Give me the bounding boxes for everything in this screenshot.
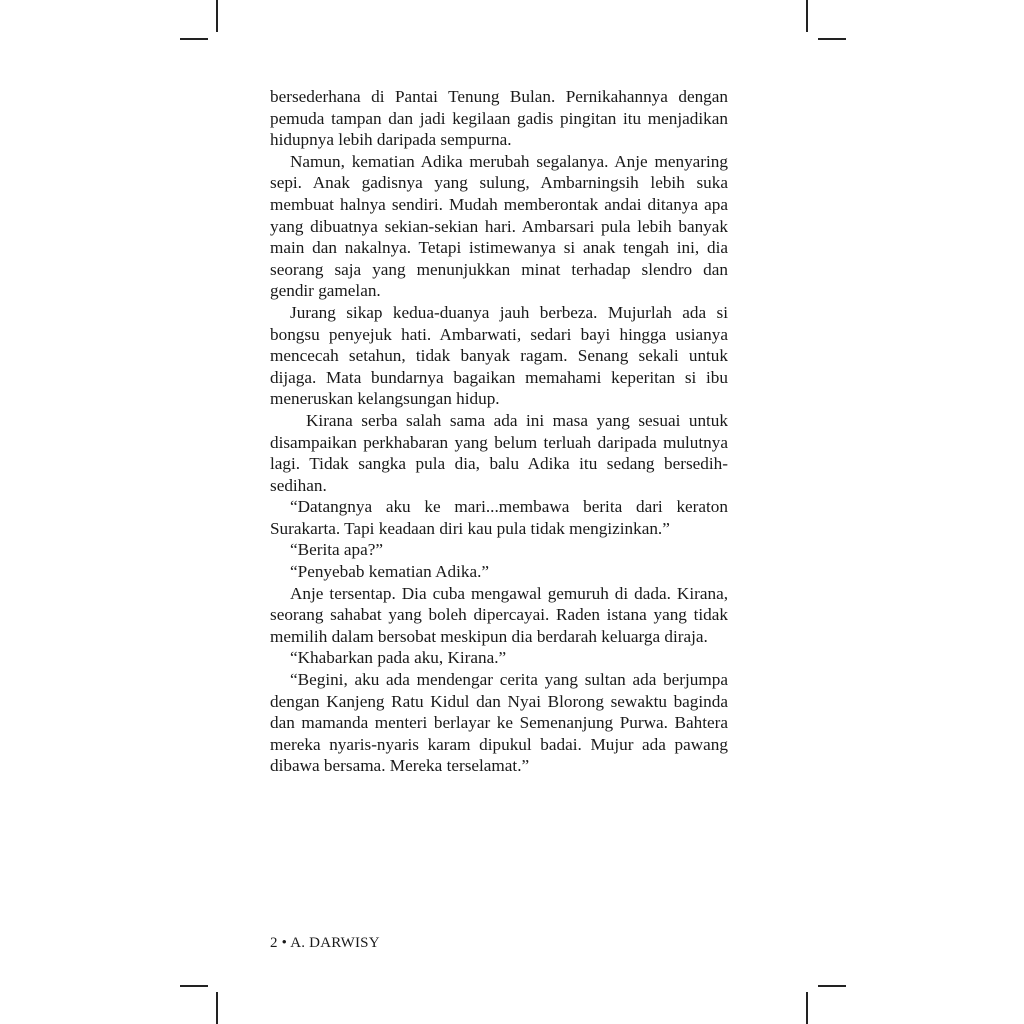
paragraph: “Datangnya aku ke mari...membawa berita dari keraton Surakarta. Tapi keadaan diri kau pula tidak mengizinkan.” [270,497,728,538]
crop-mark-top-left-vertical [216,0,218,32]
paragraph: Anje tersentap. Dia cuba mengawal gemuruh di dada. Kirana, seorang sahabat yang boleh dipercayai. Raden istana yang tidak memilih dalam bersobat meskipun dia berdarah keluarga diraja. [270,583,728,646]
paragraph: Kirana serba salah sama ada ini masa yang sesuai untuk disampaikan perkhabaran yang belum terluah daripada mulutnya lagi. Tidak sangka pula dia, balu Adika itu sedang bersedih-sedihan. [270,410,728,495]
paragraph: Namun, kematian Adika merubah segalanya. Anje menyaring sepi. Anak gadisnya yang sulung, Ambarningsih lebih suka membuat halnya sendiri. Mudah memberontak andai ditanya apa yang dibuatnya sekian-sekian hari. Ambarsari pula lebih banyak main dan nakalnya. Tetapi istimewanya si anak tengah ini, dia seorang saja yang menunjukkan minat terhadap slendro dan gendir gamelan. [270,151,728,301]
crop-mark-top-right-horizontal [818,38,846,40]
crop-mark-bottom-left-horizontal [180,985,208,987]
crop-mark-top-right-vertical [806,0,808,32]
paragraph: Jurang sikap kedua-duanya jauh berbeza. Mujurlah ada si bongsu penyejuk hati. Ambarwati, sedari bayi hingga usianya mencecah setahun, tidak banyak ragam. Senang sekali untuk dijaga. Mata bundarnya bagaikan memahami keperitan si ibu meneruskan kelangsungan hidup. [270,302,728,409]
page-footer [270,935,380,952]
crop-mark-top-left-horizontal [180,38,208,40]
footer-separator: • [281,935,288,951]
paragraph: “Berita apa?” [290,540,384,560]
page-body [270,86,728,777]
paragraph: “Khabarkan pada aku, Kirana.” [290,648,507,668]
paragraph: bersederhana di Pantai Tenung Bulan. Pernikahannya dengan pemuda tampan dan jadi kegilaan gadis pingitan itu menjadikan hidupnya lebih daripada sempurna. [270,87,728,150]
paragraph: “Penyebab kematian Adika.” [290,562,490,582]
crop-mark-bottom-right-vertical [806,992,808,1024]
crop-mark-bottom-left-vertical [216,992,218,1024]
author-name: A. DARWISY [290,935,380,951]
paragraph: “Begini, aku ada mendengar cerita yang sultan ada berjumpa dengan Kanjeng Ratu Kidul dan Nyai Blorong sewaktu baginda dan mamanda menteri berlayar ke Semenanjung Purwa. Bahtera mereka nyaris-nyaris karam dipukul badai. Mujur ada pawang dibawa bersama. Mereka terselamat.” [270,670,728,776]
crop-mark-bottom-right-horizontal [818,985,846,987]
page-number: 2 [270,935,278,951]
